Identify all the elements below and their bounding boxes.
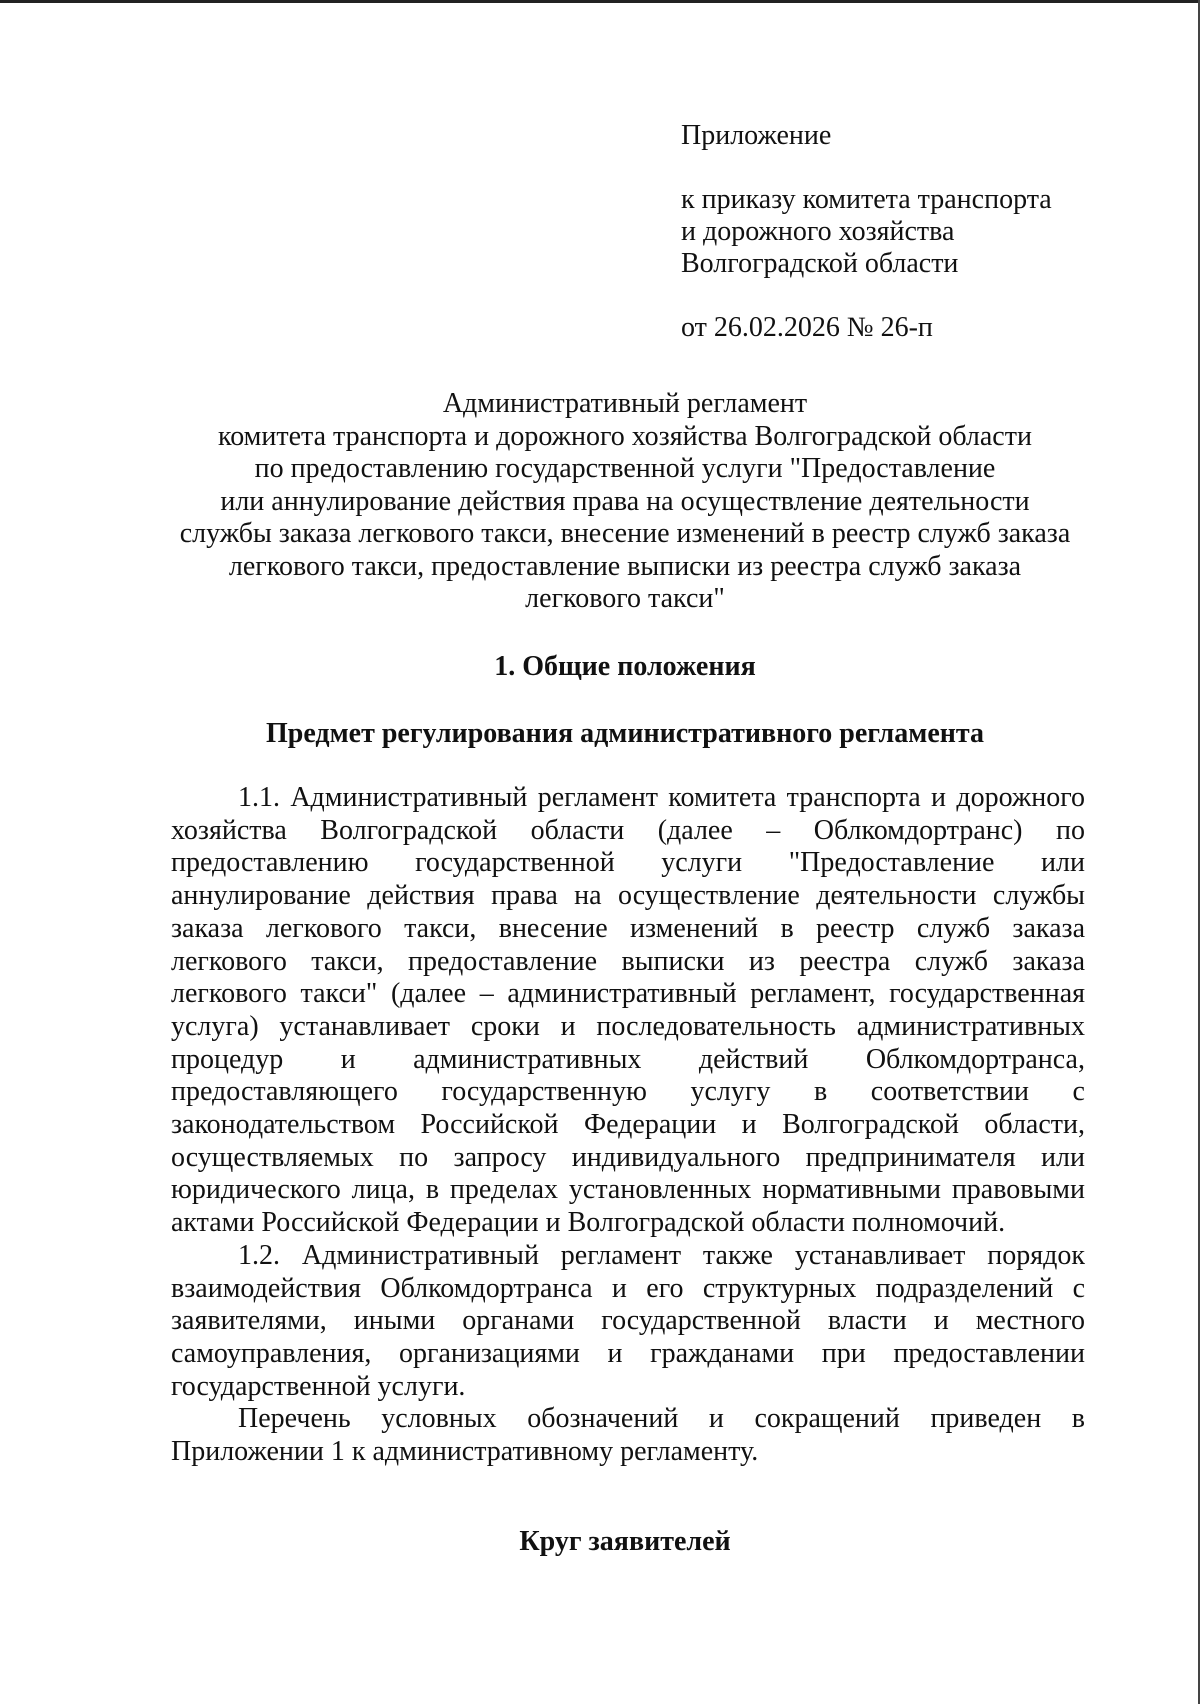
regulation-title-line-1: Административный регламент bbox=[442, 388, 808, 419]
regulation-title bbox=[170, 388, 1080, 616]
approval-line-2: и дорожного хозяйства bbox=[681, 216, 955, 247]
regulation-title-line-3: по предоставлению государственной услуги "Предоставление bbox=[254, 453, 996, 484]
regulation-title-line-5: службы заказа легкового такси, внесение изменений в реестр служб заказа bbox=[179, 518, 1071, 549]
approval-block bbox=[681, 120, 1141, 344]
regulation-title-line-7: легкового такси" bbox=[525, 583, 725, 614]
body-text bbox=[171, 782, 1085, 1469]
subsection-heading: Предмет регулирования административного регламента bbox=[266, 718, 984, 749]
regulation-title-line-2: комитета транспорта и дорожного хозяйства Волгоградской области bbox=[218, 420, 1032, 452]
order-reference: от 26.02.2026 № 26-п bbox=[681, 312, 933, 343]
paragraph-1-2: 1.2. Административный регламент также устанавливает порядок взаимодействия Облкомдортранса и его структурных подразделений с заявителями, иными органами государственной власти и местного самоуправления, организациями и гражданами при предоставлении государственной услуги. bbox=[171, 1239, 1085, 1402]
section-heading: 1. Общие положения bbox=[494, 651, 756, 682]
approval-title: Приложение bbox=[681, 120, 832, 151]
regulation-title-line-6: легкового такси, предоставление выписки из реестра служб заказа bbox=[228, 550, 1022, 582]
scan-edge-top bbox=[0, 0, 1200, 3]
approval-line-1: к приказу комитета транспорта bbox=[681, 184, 1052, 215]
paragraph-abbreviations: Перечень условных обозначений и сокращений приведен в Приложении 1 к административному регламенту. bbox=[171, 1403, 1085, 1468]
applicants-heading: Круг заявителей bbox=[519, 1526, 731, 1557]
approval-line-3: Волгоградской области bbox=[681, 248, 959, 279]
paragraph-1-1: 1.1. Административный регламент комитета транспорта и дорожного хозяйства Волгоградской области (далее – Облкомдортранс) по предоставлению государственной услуги "Предоставление или аннулирование действия права на осуществление деятельности службы заказа легкового такси, внесение изменений в реестр служб заказа легкового такси, предоставление выписки из реестра служб заказа легкового такси" (далее – административный регламент, государственная услуга) устанавливает сроки и последовательность административных процедур и административных действий Облкомдортранса, предоставляющего государственную услугу в соответствии с законодательством Российской Федерации и Волгоградской области, осуществляемых по запросу индивидуального предпринимателя или юридического лица, в пределах установленных нормативными правовыми актами Российской Федерации и Волгоградской области полномочий. bbox=[171, 782, 1085, 1239]
regulation-title-line-4: или аннулирование действия права на осуществление деятельности bbox=[220, 485, 1030, 517]
